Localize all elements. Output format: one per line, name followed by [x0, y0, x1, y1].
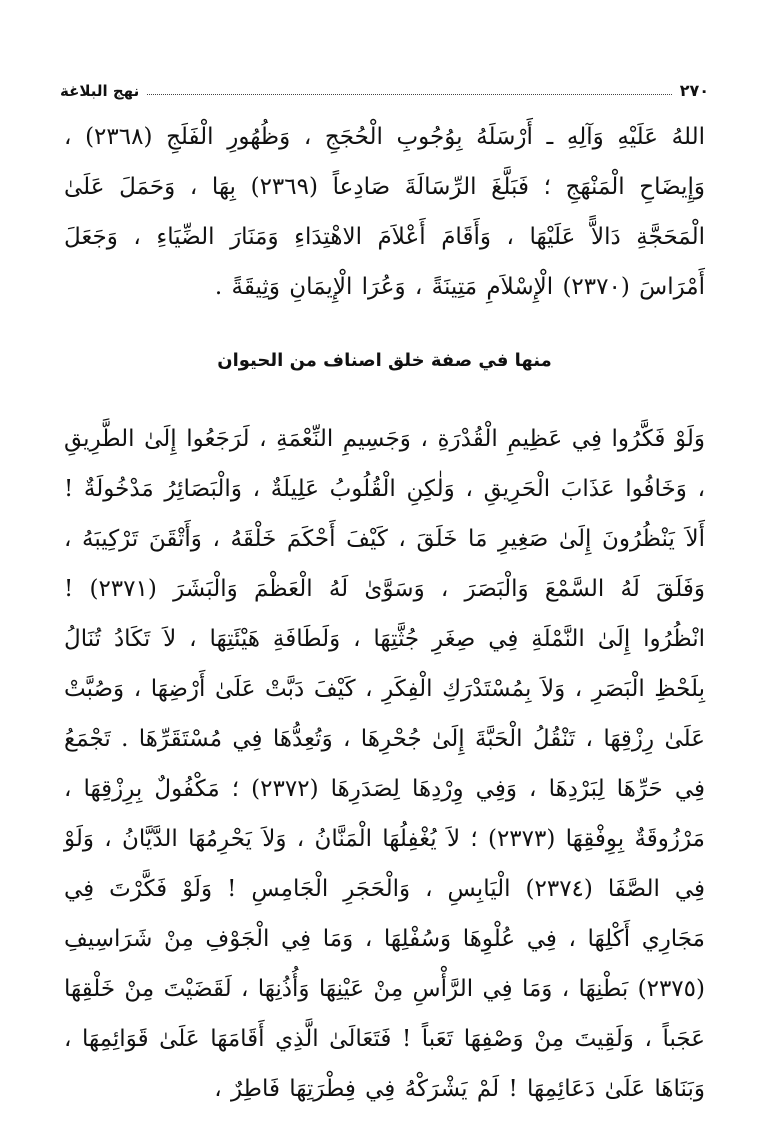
book-title: نهج البلاغة	[60, 82, 140, 100]
header-dotted-leader	[147, 93, 672, 95]
section-title: منها في صفة خلق اصناف من الحيوان	[217, 350, 552, 371]
paragraph-2: وَلَوْ فَكَّرُوا فِي عَظِيمِ الْقُدْرَةِ ، وَجَسِيمِ النِّعْمَةِ ، لَرَجَعُوا إِلَىٰ الطَّرِيقِ ، وَخَافُوا عَذَابَ الْحَرِيقِ ، وَلٰكِنِ الْقُلُوبُ عَلِيلَةٌ ، وَالْبَصَائِرُ مَدْخُولَةٌ ! أَلاَ يَنْظُرُونَ إِلَىٰ صَغِيرِ مَا خَلَقَ ، كَيْفَ أَحْكَمَ خَلْقَهُ ، وَأَتْقَنَ تَرْكِيبَهُ ، وَفَلَقَ لَهُ السَّمْعَ وَالْبَصَرَ ، وَسَوَّىٰ لَهُ الْعَظْمَ وَالْبَشَرَ (٢٣٧١) ! انْظُرُوا إِلَىٰ النَّمْلَةِ فِي صِغَرِ جُثَّتِهَا ، وَلَطَافَةِ هَيْئَتِهَا ، لاَ تَكَادُ تُنَالُ بِلَحْظِ الْبَصَرِ ، وَلاَ بِمُسْتَدْرَكِ الْفِكَرِ ، كَيْفَ دَبَّتْ عَلَىٰ أَرْضِهَا ، وَصُبَّتْ عَلَىٰ رِزْقِهَا ، تَنْقُلُ الْحَبَّةَ إِلَىٰ جُحْرِهَا ، وَتُعِدُّهَا فِي مُسْتَقَرِّهَا . تَجْمَعُ فِي حَرِّهَا لِبَرْدِهَا ، وَفِي وِرْدِهَا لِصَدَرِهَا (٢٣٧٢) ؛ مَكْفُولٌ بِرِزْقِهَا ، مَرْزُوقَةٌ بِوِفْقِهَا (٢٣٧٣) ؛ لاَ يُغْفِلُهَا الْمَنَّانُ ، وَلاَ يَحْرِمُهَا الدَّيَّانُ ، وَلَوْ فِي الصَّفَا (٢٣٧٤) الْيَابِسِ ، وَالْحَجَرِ الْجَامِسِ ! وَلَوْ فَكَّرْتَ فِي مَجَارِي أَكْلِهَا ، فِي عُلْوِهَا وَسُفْلِهَا ، وَمَا فِي الْجَوْفِ مِنْ شَرَاسِيفِ (٢٣٧٥) بَطْنِهَا ، وَمَا فِي الرَّأْسِ مِنْ عَيْنِهَا وَأُذُنِهَا ، لَقَضَيْتَ مِنْ خَلْقِهَا عَجَباً ، وَلَقِيتَ مِنْ وَصْفِهَا تَعَباً ! فَتَعَالَىٰ الَّذِي أَقَامَهَا عَلَىٰ قَوَائِمِهَا ، وَبَنَاهَا عَلَىٰ دَعَائِمِهَا ! لَمْ يَشْرَكْهُ فِي فِطْرَتِهَا فَاطِرٌ ،	[64, 426, 706, 1102]
page-number: ٢٧٠	[679, 81, 709, 100]
paragraph-1: اللهُ عَلَيْهِ وَآلِهِ ـ أَرْسَلَهُ بِوُجُوبِ الْحُجَجِ ، وَظُهُورِ الْفَلَجِ (٢٣٦٨) ، وَإِيضَاحِ الْمَنْهَجِ ؛ فَبَلَّغَ الرِّسَالَةَ صَادِعاً (٢٣٦٩) بِهَا ، وَحَمَلَ عَلَىٰ الْمَحَجَّةِ دَالاًّ عَلَيْهَا ، وَأَقَامَ أَعْلاَمَ الاهْتِدَاءِ وَمَنَارَ الضِّيَاءِ ، وَجَعَلَ أَمْرَاسَ (٢٣٧٠) الْإِسْلاَمِ مَتِينَةً ، وَعُرَا الْإِيمَانِ وَثِيقَةً .	[64, 124, 705, 300]
page-header	[60, 72, 709, 100]
